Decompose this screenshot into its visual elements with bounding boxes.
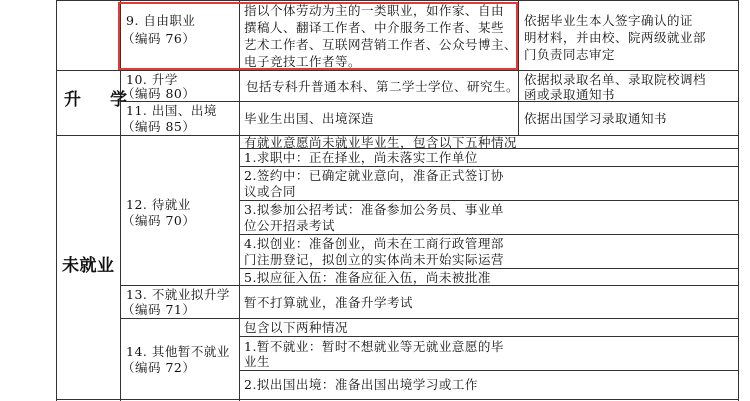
row-line-13: [120, 318, 738, 319]
row14-sub-1b: 业生: [244, 354, 271, 369]
table-border-left: [56, 0, 57, 401]
row9-proof-3: 门负责同志审定: [524, 47, 616, 62]
row14-header: 包含以下两种情况: [244, 320, 349, 335]
row-line-top: [56, 0, 738, 1]
row13-desc: 暂不打算就业，准备升学考试: [244, 295, 414, 310]
row9-code: （编码 76）: [122, 31, 196, 46]
group-label-weijiuye: 未就业: [62, 256, 115, 276]
row-line-bottom: [56, 399, 738, 400]
row12-sub-3a: 3.拟参加公招考试：准备参加公务员、事业单: [244, 202, 504, 217]
row12-code: （编码 70）: [122, 213, 196, 228]
row14-sub-1a: 1.暂不就业：暂时不想就业等无就业意愿的毕: [244, 339, 504, 354]
table-border-right: [738, 0, 739, 401]
row11-proof: 依据出国学习录取通知书: [524, 111, 668, 126]
row9-desc-3: 艺术工作者、互联网营销工作者、公众号博主、: [244, 37, 518, 52]
row12-sub-2a: 2.签约中：已确定就业意向，准备正式签订协: [244, 168, 504, 183]
row9-item: 9. 自由职业: [126, 13, 196, 28]
row12-sub-1: 1.求职中：正在择业，尚未落实工作单位: [244, 150, 478, 165]
row14-item: 14. 其他暂不就业: [126, 344, 230, 359]
row9-desc-1: 指以个体劳动为主的一类职业，如作家、自由: [244, 3, 505, 18]
row11-desc: 毕业生出国、出境深造: [244, 111, 375, 126]
row13-item: 13. 不就业拟升学: [126, 287, 230, 302]
row10-proof-2: 函或录取通知书: [524, 87, 616, 102]
highlight-box: [118, 2, 518, 70]
row12-sub-2b: 议或合同: [244, 184, 297, 199]
row14-code: （编码 72）: [122, 360, 196, 375]
row9-desc-4: 电子竞技工作者等。: [244, 54, 362, 69]
row-line-r14-1: [239, 370, 738, 371]
col-divider-3: [518, 0, 519, 136]
row12-sub-4a: 4.拟创业：准备创业，尚未在工商行政管理部: [244, 236, 504, 251]
row11-code: （编码 85）: [122, 119, 196, 134]
row9-desc-2: 撰稿人、翻译工作者、中介服务工作者、某些: [244, 20, 505, 35]
row10-desc: 包括专科升普通本科、第二学士学位、研究生。: [246, 79, 520, 94]
row12-sub-3b: 位公开招录考试: [244, 218, 336, 233]
row12-sub-4b: 门注册登记，拟创立的实体尚未开始实际运营: [244, 252, 505, 267]
row12-header: 有就业意愿尚未就业毕业生，包含以下五种情况: [244, 135, 518, 150]
row10-proof-1: 依据拟录取名单、录取院校调档: [524, 72, 707, 87]
row9-proof-2: 明材料，并由校、院两级就业部: [524, 30, 707, 45]
row14-sub-2: 2.拟出国出境：准备出国出境学习或工作: [244, 377, 478, 392]
row12-sub-5: 5.拟应征入伍：准备应征入伍，尚未被批准: [244, 270, 491, 285]
row9-proof-1: 依据毕业生本人签字确认的证: [524, 13, 694, 28]
row11-item: 11. 出国、出境: [126, 103, 217, 118]
row-line-r14-header: [239, 336, 738, 337]
row12-item: 12. 待就业: [126, 197, 191, 212]
group-label-shengxue: 升 学: [64, 90, 133, 110]
row13-code: （编码 71）: [122, 302, 196, 317]
row10-item: 10. 升学: [126, 72, 178, 87]
row10-code: （编码 80）: [122, 86, 196, 101]
